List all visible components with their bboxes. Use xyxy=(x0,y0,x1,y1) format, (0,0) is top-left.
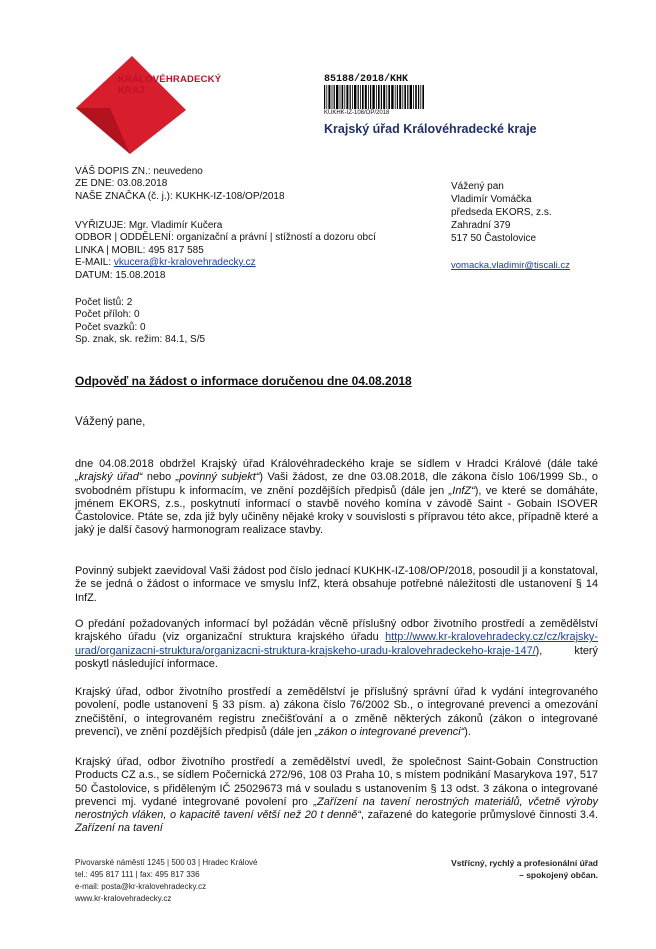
contact-email-link[interactable]: vkucera@kr-kralovehradecky.cz xyxy=(113,257,256,269)
contact-block: VYŘIZUJE: Mgr. Vladimír Kučera ODBOR | ODDĚLENÍ: organizační a právní | stížností a dozoru obcí LINKA | MOBIL: 495 817 585 E-MAIL: vkucera@kr-kralovehradecky.cz DATUM: 15.08.2018 xyxy=(75,220,376,281)
letter-reference-block: VÁŠ DOPIS ZN.: neuvedeno ZE DNE: 03.08.2018 NAŠE ZNAČKA (č. j.): KUKHK-IZ-108/OP/2018 xyxy=(75,166,285,202)
recipient-address: Vážený pan Vladimír Vomáčka předseda EKORS, z.s. Zahradní 379 517 50 Častolovice xyxy=(451,181,552,244)
recipient-email-link[interactable]: vomacka.vladimir@tiscali.cz xyxy=(451,260,570,271)
barcode-icon xyxy=(324,85,424,109)
logo-text: KRÁLOVÉHRADECKÝ KRAJ xyxy=(118,74,222,96)
paragraph-1: dne 04.08.2018 obdržel Krajský úřad Královéhradeckého kraje se sídlem v Hradci Králové (dále také „krajský úřad“ nebo „povinný subjekt“) Vaši žádost, ze dne 03.08.2018, dle zákona číslo 106/1999 Sb., o svobodném přístupu k informacím, ve znění pozdějších předpisů (dále jen „InfZ“), ve které se domáháte, jménem EKORS, z.s., poskytnutí informací o stavbě nového komína v závodě Saint - Gobain ISOVER Častolovice. Ptáte se, zda již byly učiněny nějaké kroky v souvislosti s přípravou této akce, případně které a jaký je další časový harmonogram realizace stavby. xyxy=(75,458,598,537)
region-logo-icon xyxy=(70,50,190,162)
paragraph-5: Krajský úřad, odbor životního prostředí a zemědělství uvedl, že společnost Saint-Gobain Construction Products CZ a.s., se sídlem Počernická 272/96, 108 03 Praha 10, s místem podnikání Masarykova 197, 517 50 Častolovice, s přiděleným IČ 25029673 má v souladu s ustanovením § 13 odst. 3 zákona o integrované prevenci mj. vydané integrované povolení pro „Zařízení na tavení nerostných materiálů, včetně výroby nerostných vláken, o kapacitě tavení větší než 20 t denně“, zařazené do kategorie průmyslové činnosti 3.4. Zařízení na tavení xyxy=(75,756,598,835)
org-structure-link[interactable]: http://www.kr-kralovehradecky.cz/cz/krajsky-urad/organizacni-struktura/organizacni-struktura-krajskeho-uradu-kralovehradeckeho-kraje-147/ xyxy=(75,631,598,657)
barcode-label: KUKHK-IZ-108/OP/2018 xyxy=(324,110,390,116)
paragraph-4: Krajský úřad, odbor životního prostředí a zemědělství je příslušný správní úřad k vydání integrovaného povolení, podle ustanovení § 33 písm. a) zákona číslo 76/2002 Sb., o integrované prevenci a omezování znečištění, o integrovaném registru znečišťování a o změně některých zákonů (zákon o integrované prevenci), ve znění pozdějších předpisů (dále jen „zákon o integrované prevenci“). xyxy=(75,686,598,738)
letter-subject: Odpověď na žádost o informace doručenou dne 04.08.2018 xyxy=(75,374,412,388)
file-info-block: Počet listů: 2 Počet příloh: 0 Počet svazků: 0 Sp. znak, sk. režim: 84.1, S/5 xyxy=(75,297,206,346)
office-name: Krajský úřad Královéhradecké kraje xyxy=(324,122,537,136)
footer-contact: Pivovarské náměstí 1245 | 500 03 | Hradec Králové tel.: 495 817 111 | fax: 495 817 336 e-mail: posta@kr-kralovehradecky.cz www.kr-kralovehradecky.cz xyxy=(75,858,258,903)
footer-slogan: Vstřícný, rychlý a profesionální úřad – spokojený občan. xyxy=(451,858,598,880)
paragraph-2: Povinný subjekt zaevidoval Vaši žádost pod číslo jednací KUKHK-IZ-108/OP/2018, posoudil ji a konstatoval, že se jedná o žádost o informace ve smyslu InfZ, která obsahuje potřebné náležitosti dle ustanovení § 14 InfZ. xyxy=(75,565,598,604)
reference-number: 85188/2018/KHK xyxy=(324,74,409,85)
salutation: Vážený pane, xyxy=(75,416,146,428)
paragraph-3: O předání požadovaných informací byl požádán věcně příslušný odbor životního prostředí a zemědělství krajského úřadu (viz organizační struktura krajského úřadu http://www.kr-kralovehradecky.cz/cz/krajsky-urad/organizacni-struktura/organizacni-struktura-krajskeho-uradu-kralovehradeckeho-kraje-147/), který poskytl následující informace. xyxy=(75,618,598,670)
